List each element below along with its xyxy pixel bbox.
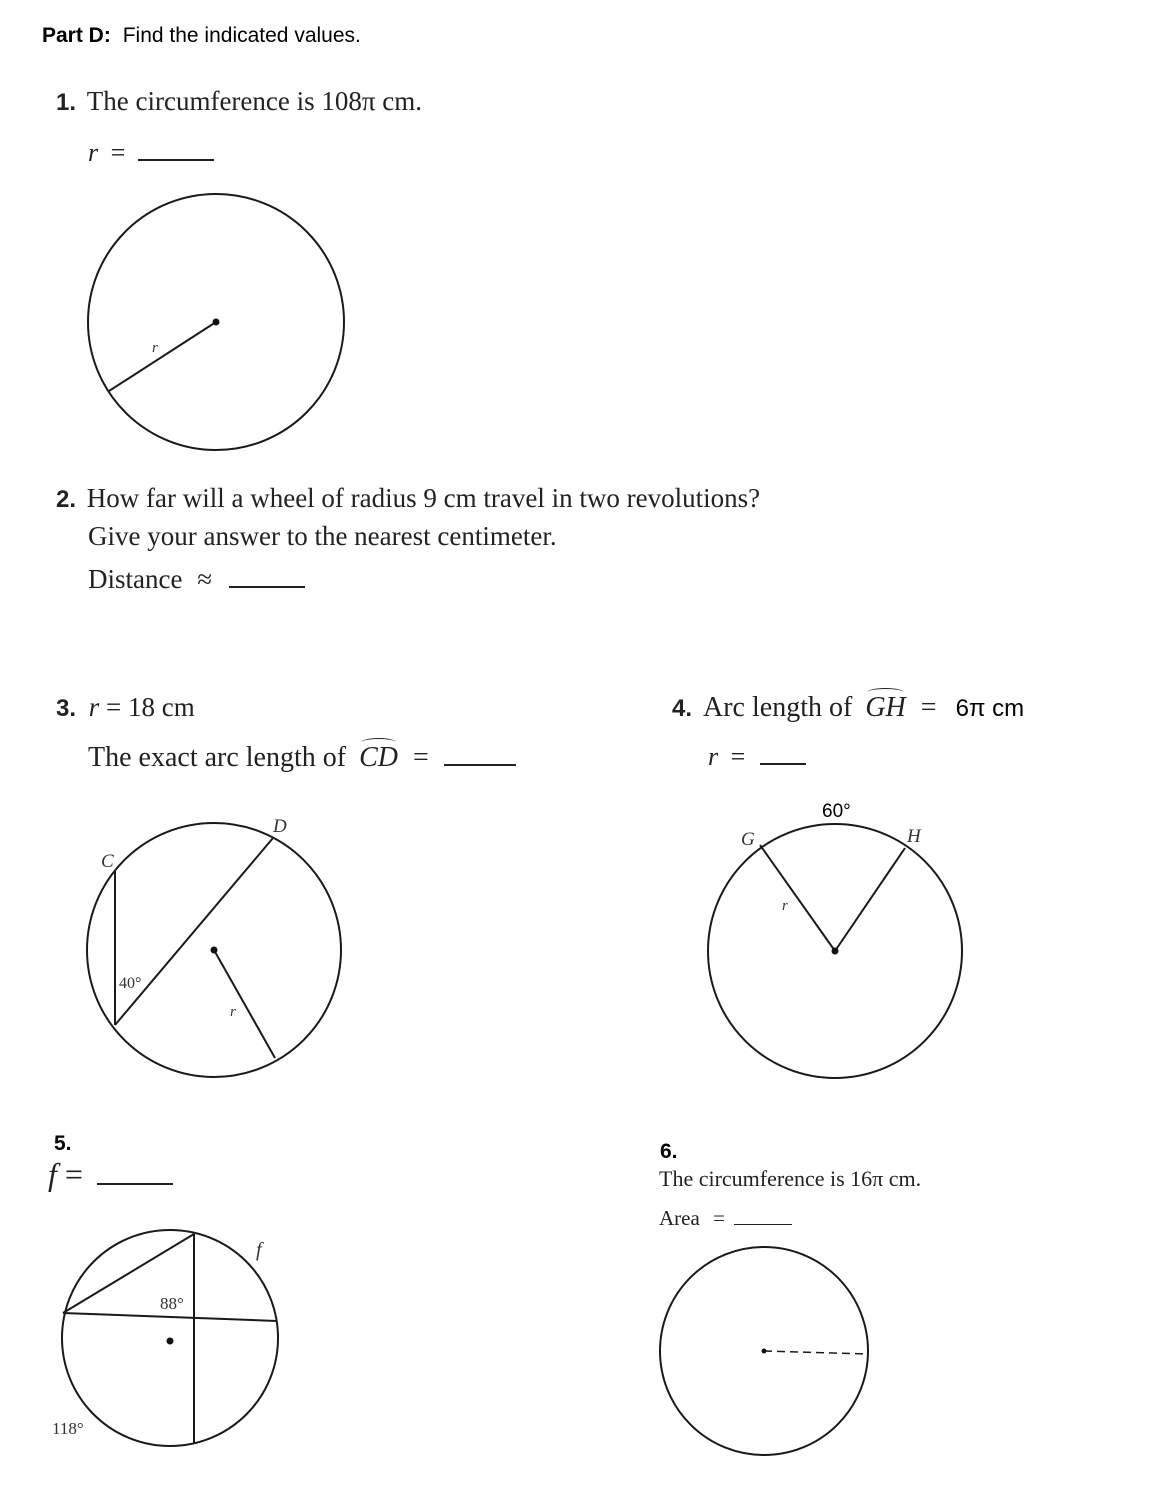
problem-4-text: Arc length of — [703, 692, 853, 723]
problem-3-number: 3. — [56, 695, 77, 722]
fig4-angle-label: 60° — [822, 801, 851, 822]
fig4-radius-g — [760, 845, 835, 951]
problem-3-eq: = — [413, 742, 429, 773]
fig3-chord-diagonal — [115, 838, 273, 1025]
fig1-radius — [109, 322, 216, 391]
fig3-radius-label: r — [230, 1004, 236, 1020]
problem-3-given-value: = 18 cm — [106, 692, 195, 722]
problem-6-area-label: Area — [659, 1206, 700, 1230]
problem-2-line2: Give your answer to the nearest centimeter. — [88, 521, 557, 551]
problem-3-var: r — [88, 692, 100, 722]
problem-3-arc-cd: CD — [359, 742, 398, 773]
fig5-center-dot — [167, 1338, 174, 1345]
problem-3-text: The exact arc length of — [88, 742, 347, 773]
problem-2-line1: How far will a wheel of radius 9 cm travel in two revolutions? — [86, 483, 761, 513]
fig3-label-c: C — [101, 851, 114, 872]
problem-5-var: f — [48, 1156, 57, 1192]
part-instruction: Find the indicated values. — [122, 24, 361, 47]
problem-2-approx: ≈ — [197, 564, 213, 594]
problem-2-distance-label: Distance — [88, 564, 183, 594]
fig4-label-h: H — [907, 826, 921, 847]
problem-1-var: r — [88, 138, 99, 167]
problem-6-text: The circumference is 16π cm. — [659, 1166, 922, 1191]
fig3-angle-label: 40° — [119, 975, 142, 992]
problem-1-text: The circumference is 108π cm. — [86, 86, 422, 116]
problem-4-var: r — [708, 742, 719, 771]
problem-4-eq: = — [920, 692, 937, 723]
problem-1-number: 1. — [56, 89, 77, 116]
fig4-center-dot — [832, 948, 839, 955]
fig3-radius — [214, 950, 275, 1058]
problem-5-eq: = — [64, 1156, 83, 1192]
problem-4-value: 6π cm — [955, 695, 1025, 722]
fig5-inner-angle-label: 88° — [160, 1294, 184, 1313]
problem-6-number: 6. — [660, 1140, 678, 1163]
fig6-dashed-radius — [764, 1351, 868, 1354]
fig1-center-dot — [213, 319, 220, 326]
problem-4-arc-gh: GH — [865, 692, 906, 723]
problem-6-eq: = — [713, 1206, 725, 1230]
fig4-label-g: G — [741, 829, 755, 850]
fig5-chord-horizontal — [63, 1313, 277, 1321]
fig1-radius-label: r — [152, 340, 158, 356]
fig3-label-d: D — [273, 816, 287, 837]
fig5-arc-label: f — [256, 1239, 262, 1261]
fig5-outer-angle-label: 118° — [52, 1419, 84, 1438]
problem-5-number: 5. — [54, 1132, 72, 1155]
part-label: Part D: — [42, 24, 111, 47]
problem-4-eq2: = — [730, 742, 746, 771]
fig4-radius-h — [835, 848, 905, 951]
fig3-center-dot — [211, 947, 218, 954]
fig6-center-dot — [762, 1349, 767, 1354]
problem-1-eq: = — [110, 138, 126, 167]
problem-2-number: 2. — [56, 486, 77, 513]
problem-4-number: 4. — [672, 695, 693, 722]
fig4-radius-label: r — [782, 898, 788, 914]
